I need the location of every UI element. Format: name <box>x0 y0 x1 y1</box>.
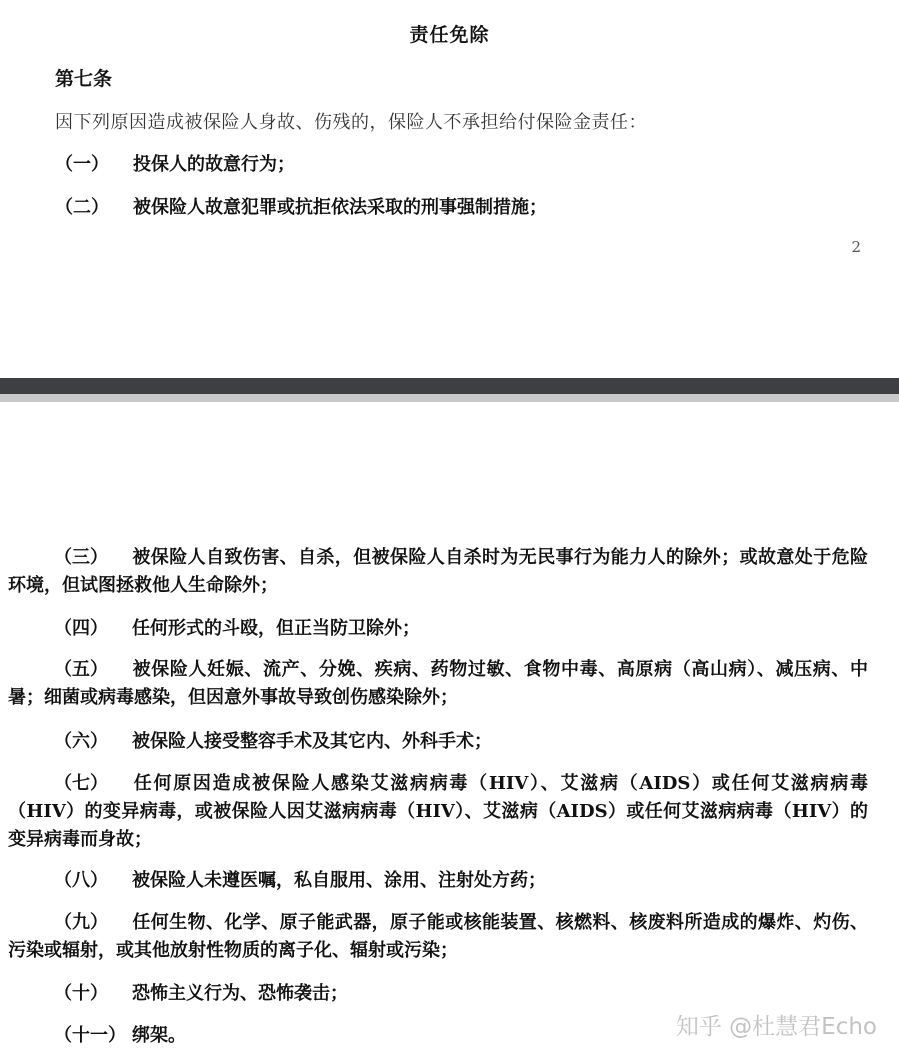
page-gap <box>0 378 899 394</box>
intro-paragraph: 因下列原因造成被保险人身故、伤残的，保险人不承担给付保险金责任： <box>55 112 647 133</box>
item-text: 任何形式的斗殴，但正当防卫除外； <box>132 618 420 639</box>
exclusion-item-3 <box>8 544 868 600</box>
page-number: 2 <box>851 238 861 256</box>
article-heading: 第七条 <box>55 68 113 90</box>
exclusion-item-5 <box>8 656 868 712</box>
exclusion-item-6 <box>8 728 868 756</box>
item-number: （四） <box>54 618 108 639</box>
item-number: （十） <box>54 983 108 1004</box>
zhihu-watermark: 知乎 @杜慧君Echo <box>675 1014 877 1040</box>
page-gap-shadow <box>0 394 899 402</box>
item-number: （八） <box>54 870 108 891</box>
exclusion-item-7 <box>8 770 868 854</box>
item-text: 任何生物、化学、原子能武器，原子能或核能装置、核燃料、核废料所造成的爆炸、灼伤、污染或辐射，或其他放射性物质的离子化、辐射或污染； <box>8 912 868 961</box>
page-break-divider <box>0 378 899 402</box>
item-text: 被保险人接受整容手术及其它内、外科手术； <box>132 731 492 752</box>
item-text: 投保人的故意行为； <box>133 154 295 175</box>
item-text: 绑架。 <box>132 1025 186 1046</box>
item-number: （三） <box>54 547 108 568</box>
item-number: （六） <box>54 731 108 752</box>
exclusion-item-4 <box>8 615 868 643</box>
item-number: （七） <box>54 773 108 794</box>
exclusion-item-1 <box>55 150 295 176</box>
item-text: 被保险人妊娠、流产、分娩、疾病、药物过敏、食物中毒、高原病（高山病）、减压病、中暑；细菌或病毒感染，但因意外事故导致创伤感染除外； <box>8 659 868 708</box>
document-page-upper <box>0 0 899 378</box>
exclusion-item-9 <box>8 909 868 965</box>
item-text: 被保险人自致伤害、自杀，但被保险人自杀时为无民事行为能力人的除外；或故意处于危险环境，但试图拯救他人生命除外； <box>8 547 868 596</box>
item-number: （五） <box>54 659 108 680</box>
item-number: （一） <box>55 154 109 175</box>
item-number: （九） <box>54 912 108 933</box>
item-number: （二） <box>55 197 109 218</box>
section-title: 责任免除 <box>409 24 490 46</box>
item-text: 被保险人故意犯罪或抗拒依法采取的刑事强制措施； <box>133 197 547 218</box>
exclusion-item-2 <box>55 193 547 219</box>
exclusion-item-8 <box>8 867 868 895</box>
item-number: （十一） <box>54 1025 126 1046</box>
exclusion-item-10 <box>8 980 868 1008</box>
item-text: 任何原因造成被保险人感染艾滋病病毒（HIV）、艾滋病（AIDS）或任何艾滋病病毒（HIV）的变异病毒，或被保险人因艾滋病病毒（HIV）、艾滋病（AIDS）或任何艾滋病病毒（HIV）的变异病毒而身故； <box>8 773 868 850</box>
item-text: 恐怖主义行为、恐怖袭击； <box>132 983 348 1004</box>
item-text: 被保险人未遵医嘱，私自服用、涂用、注射处方药； <box>132 870 546 891</box>
